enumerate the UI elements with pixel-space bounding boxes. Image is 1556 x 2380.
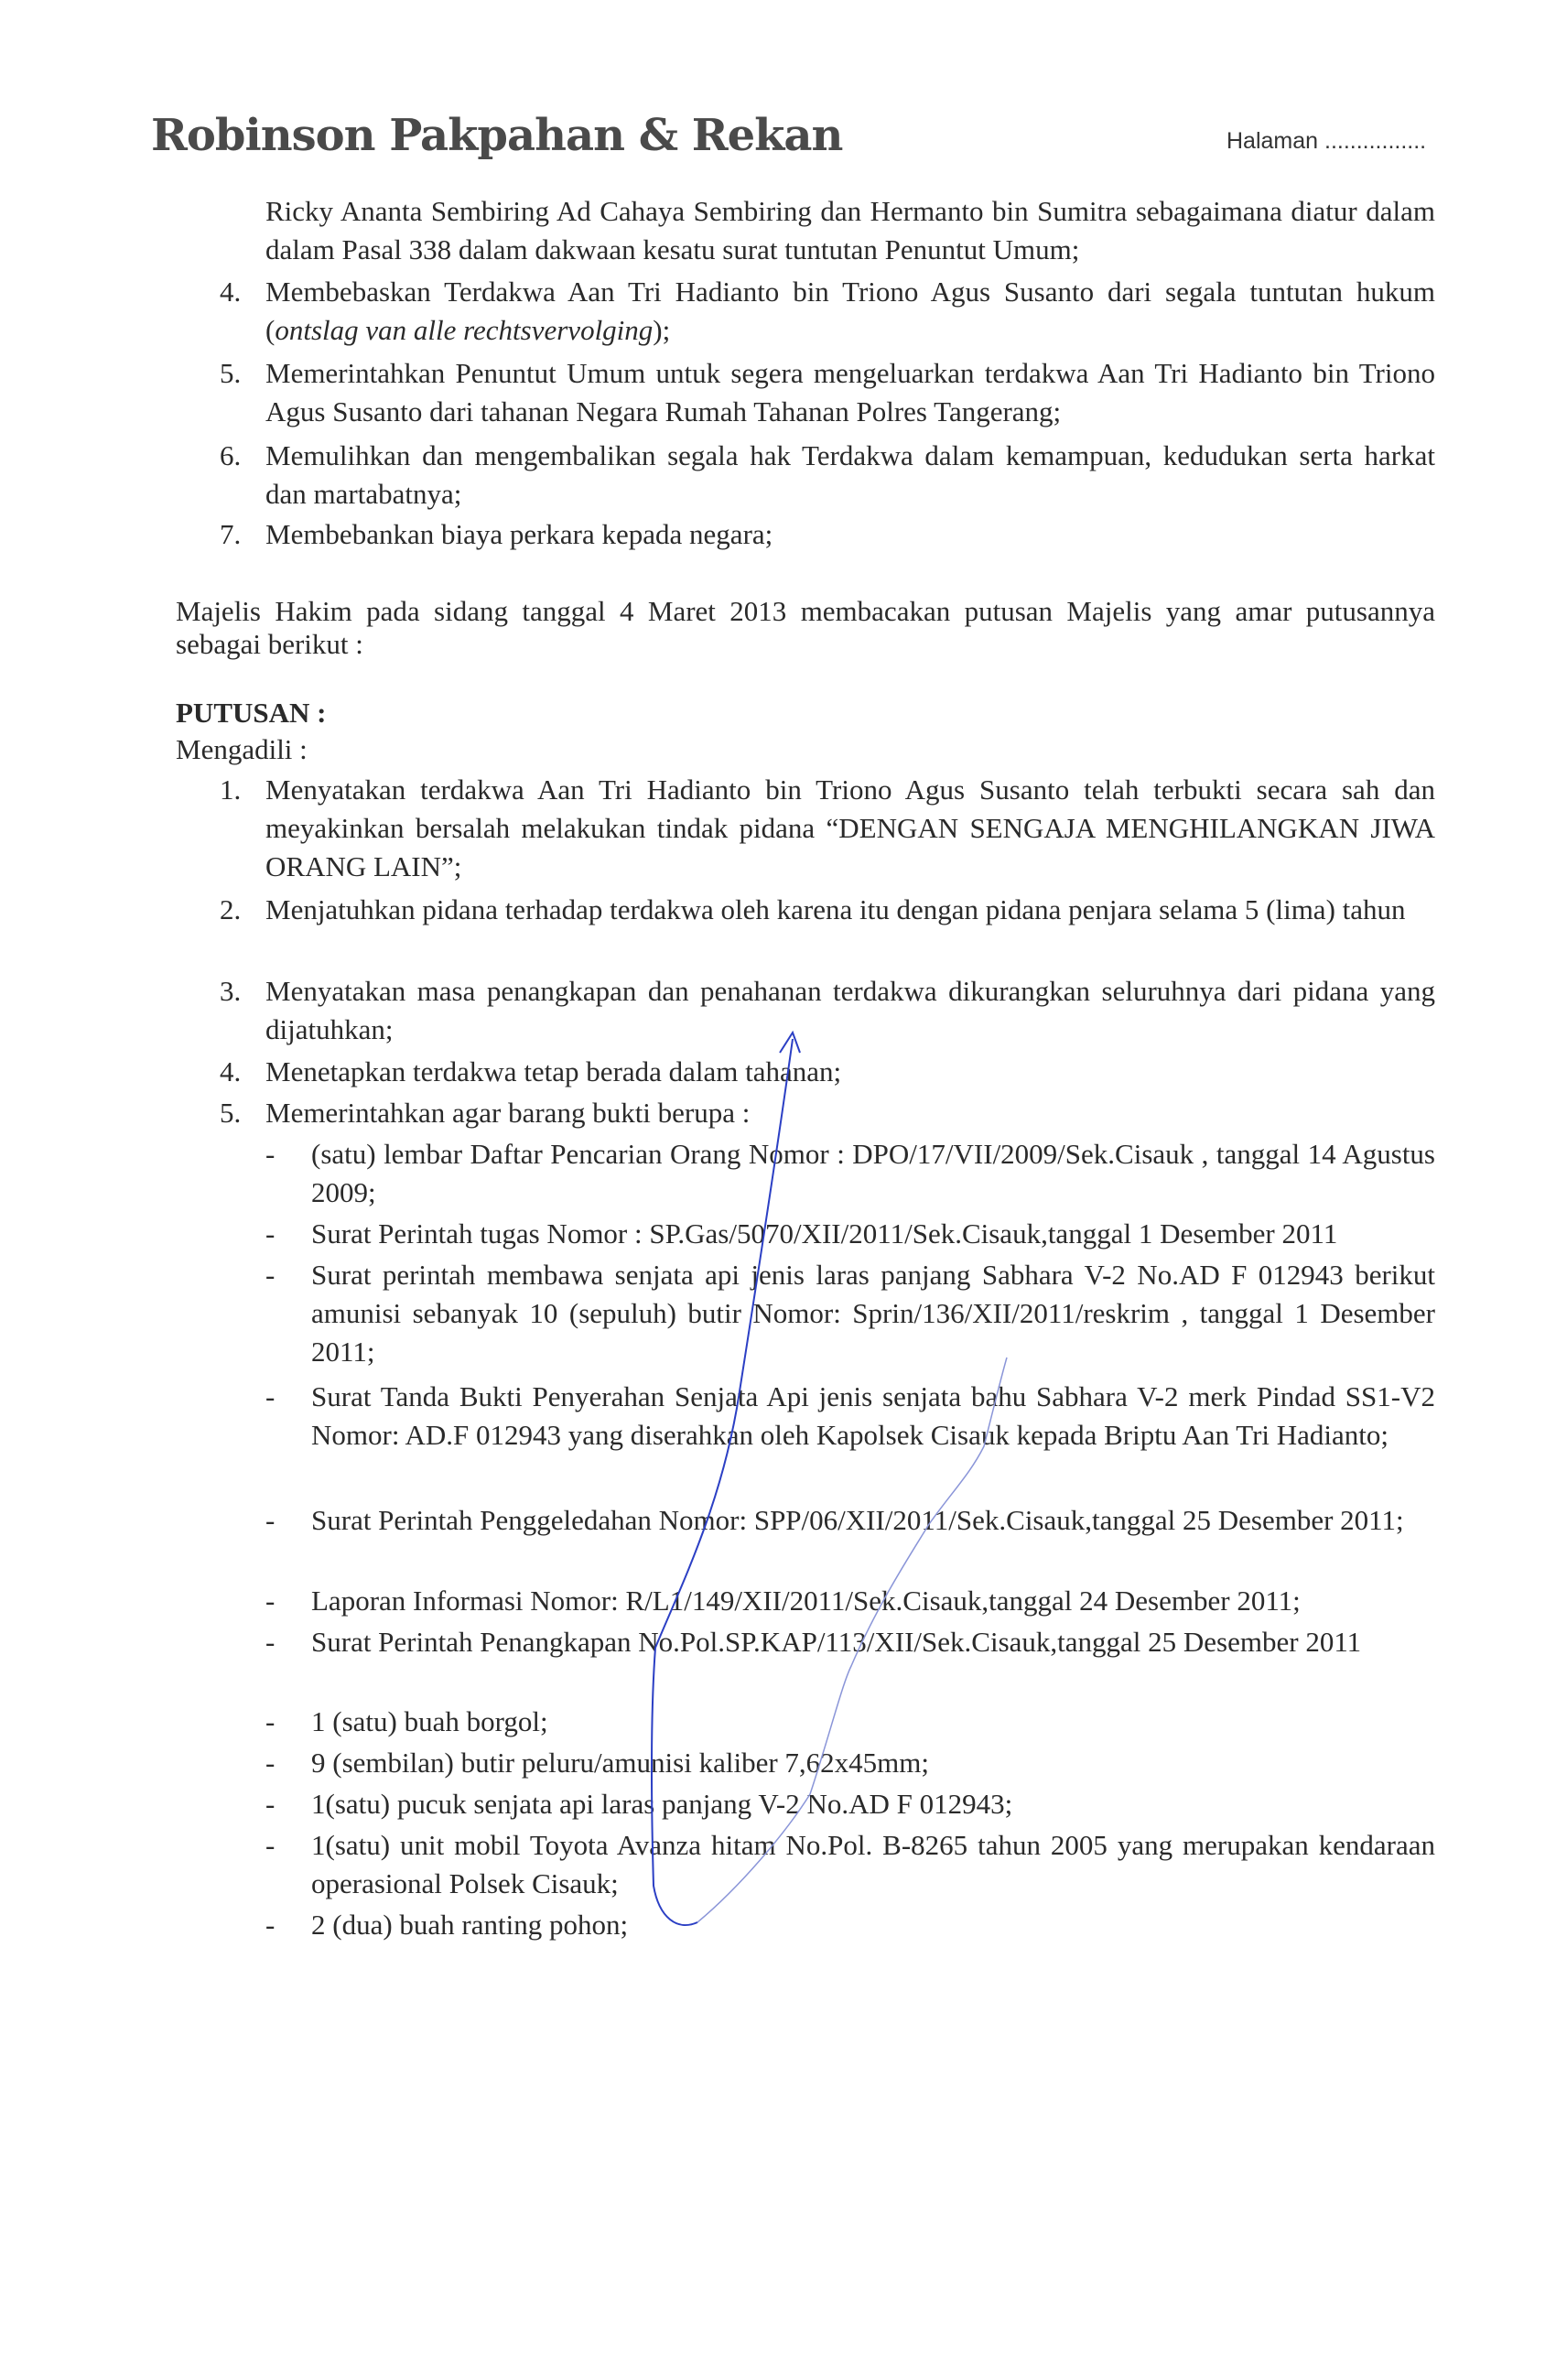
evidence-item [265, 1906, 1435, 1944]
evidence-item [265, 1785, 1435, 1823]
item-text: 1(satu) unit mobil Toyota Avanza hitam No.Pol. B-8265 tahun 2005 yang merupakan kendaraan operasional Polsek Cisauk; [311, 1829, 1435, 1899]
item-text: Laporan Informasi Nomor: R/L1/149/XII/2011/Sek.Cisauk,tanggal 24 Desember 2011; [311, 1585, 1301, 1617]
item-text: Menyatakan masa penangkapan dan penahanan terdakwa dikurangkan seluruhnya dari pidana yang dijatuhkan; [265, 975, 1435, 1045]
bullet-dash: - [265, 1138, 276, 1170]
item-text: Memerintahkan Penuntut Umum untuk segera mengeluarkan terdakwa Aan Tri Hadianto bin Triono Agus Susanto dari tahanan Negara Rumah Tahanan Polres Tangerang; [265, 357, 1435, 427]
item-italic-text: ontslag van alle rechtsvervolging [275, 314, 654, 346]
item-text: Surat perintah membawa senjata api jenis laras panjang Sabhara V-2 No.AD F 012943 berikut amunisi sebanyak 10 (sepuluh) butir Nomor: Sprin/136/XII/2011/reskrim , tanggal 1 Desember 2011; [311, 1259, 1435, 1368]
item-number: 5. [220, 357, 242, 389]
evidence-item [265, 1744, 1435, 1782]
item-text: Menyatakan terdakwa Aan Tri Hadianto bin Triono Agus Susanto telah terbukti secara sah dan meyakinkan bersalah melakukan tindak pidana “DENGAN SENGAJA MENGHILANGKAN JIWA ORANG LAIN”; [265, 774, 1435, 882]
evidence-item [265, 1378, 1435, 1455]
demand-item [220, 437, 1435, 514]
demand-item [220, 354, 1435, 431]
bullet-dash: - [265, 1585, 276, 1617]
bullet-dash: - [265, 1259, 276, 1291]
item-number: 1. [220, 774, 242, 806]
bullet-dash: - [265, 1217, 276, 1250]
verdict-item [220, 1053, 1435, 1091]
item-number: 2. [220, 893, 242, 925]
item-number: 4. [220, 276, 242, 308]
item-text: Memulihkan dan mengembalikan segala hak Terdakwa dalam kemampuan, kedudukan serta harkat dan martabatnya; [265, 439, 1435, 510]
item-text: 1(satu) pucuk senjata api laras panjang V-2 No.AD F 012943; [311, 1788, 1013, 1820]
item-text: Menetapkan terdakwa tetap berada dalam tahanan; [265, 1055, 842, 1087]
demand-item [220, 515, 1435, 554]
intro-paragraph: Majelis Hakim pada sidang tanggal 4 Maret 2013 membacakan putusan Majelis yang amar putusannya sebagai berikut : [176, 595, 1435, 660]
item-text: Surat Perintah tugas Nomor : SP.Gas/5070/XII/2011/Sek.Cisauk,tanggal 1 Desember 2011 [311, 1217, 1338, 1250]
bullet-dash: - [265, 1909, 276, 1941]
evidence-item [265, 1256, 1435, 1371]
bullet-dash: - [265, 1705, 276, 1737]
evidence-item [265, 1501, 1435, 1540]
evidence-item [265, 1582, 1435, 1620]
item-number: 7. [220, 518, 242, 550]
item-text: Memerintahkan agar barang bukti berupa : [265, 1097, 751, 1129]
item-number: 4. [220, 1055, 242, 1087]
demand-item [220, 273, 1435, 350]
item-text: Surat Tanda Bukti Penyerahan Senjata Api jenis senjata bahu Sabhara V-2 merk Pindad SS1-V2 Nomor: AD.F 012943 yang diserahkan oleh Kapolsek Cisauk kepada Briptu Aan Tri Hadianto; [311, 1380, 1435, 1451]
evidence-item [265, 1623, 1435, 1661]
item-text: 2 (dua) buah ranting pohon; [311, 1909, 629, 1941]
verdict-item [220, 891, 1435, 929]
item-text: 1 (satu) buah borgol; [311, 1705, 548, 1737]
bullet-dash: - [265, 1380, 276, 1412]
item-text: Surat Perintah Penggeledahan Nomor: SPP/06/XII/2011/Sek.Cisauk,tanggal 25 Desember 2011; [311, 1504, 1404, 1536]
item-text: Surat Perintah Penangkapan No.Pol.SP.KAP/113/XII/Sek.Cisauk,tanggal 25 Desember 2011 [311, 1626, 1362, 1658]
bullet-dash: - [265, 1829, 276, 1861]
item-text: Membebankan biaya perkara kepada negara; [265, 518, 773, 550]
item-number: 3. [220, 975, 242, 1007]
item-text: Membebaskan Terdakwa Aan Tri Hadianto bin Triono Agus Susanto dari segala tuntutan hukum ( [265, 276, 1435, 346]
item-text: (satu) lembar Daftar Pencarian Orang Nomor : DPO/17/VII/2009/Sek.Cisauk , tanggal 14 Agustus 2009; [311, 1138, 1435, 1208]
bullet-dash: - [265, 1504, 276, 1536]
verdict-item [220, 771, 1435, 886]
evidence-item [265, 1135, 1435, 1212]
evidence-item [265, 1215, 1435, 1253]
mengadili-label: Mengadili : [176, 733, 308, 765]
bullet-dash: - [265, 1747, 276, 1779]
verdict-item [220, 972, 1435, 1049]
page-number-label: Halaman ................ [1226, 128, 1427, 154]
bullet-dash: - [265, 1788, 276, 1820]
item-text-tail: ); [653, 314, 671, 346]
item-number: 5. [220, 1097, 242, 1129]
continuation-paragraph: Ricky Ananta Sembiring Ad Cahaya Sembiring dan Hermanto bin Sumitra sebagaimana diatur dalam dalam Pasal 338 dalam dakwaan kesatu surat tuntutan Penuntut Umum; [265, 195, 1435, 265]
bullet-dash: - [265, 1626, 276, 1658]
verdict-item [220, 1094, 1435, 1132]
item-text: 9 (sembilan) butir peluru/amunisi kaliber 7,62x45mm; [311, 1747, 929, 1779]
item-number: 6. [220, 439, 242, 471]
firm-logo: Robinson Pakpahan & Rekan [151, 110, 843, 161]
evidence-item [265, 1826, 1435, 1903]
item-text: Menjatuhkan pidana terhadap terdakwa oleh karena itu dengan pidana penjara selama 5 (lima) tahun [265, 893, 1406, 925]
evidence-item [265, 1703, 1435, 1741]
verdict-heading: PUTUSAN : [176, 697, 327, 729]
